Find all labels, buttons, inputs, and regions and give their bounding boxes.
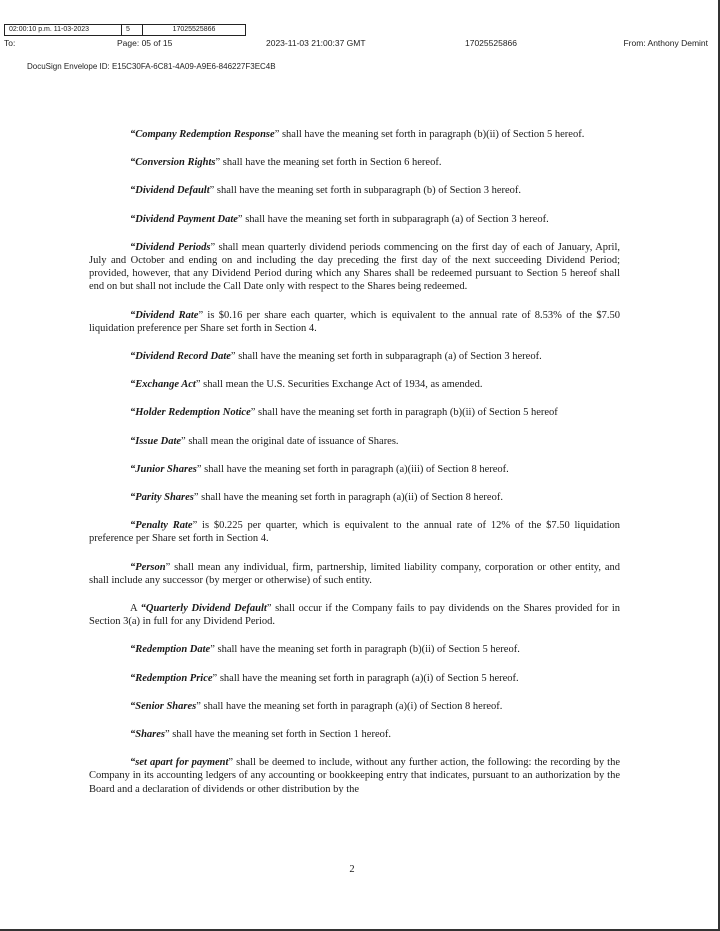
- definition-text: ” shall have the meaning set forth in paragraph (a)(i) of Section 5 hereof.: [212, 672, 519, 684]
- definition-paragraph: [89, 463, 620, 476]
- definitions-body: [89, 128, 620, 811]
- defined-term: “Dividend Record Date: [130, 351, 231, 363]
- definition-paragraph: [89, 519, 620, 545]
- definition-paragraph: [89, 491, 620, 504]
- docusign-envelope-id: DocuSign Envelope ID: E15C30FA-6C81-4A09-A9E6-846227F3EC4B: [27, 62, 276, 71]
- fax-from: From: Anthony Demint: [623, 38, 708, 48]
- fax-to: To:: [4, 38, 16, 48]
- definition-paragraph: [89, 643, 620, 656]
- definition-paragraph: [89, 213, 620, 226]
- definition-text: ” shall have the meaning set forth in paragraph (b)(ii) of Section 5 hereof.: [210, 644, 520, 656]
- definition-text: ” is $0.225 per quarter, which is equivalent to the annual rate of 12% of the $7.50 liquidation preference per Share set forth in Section 4.: [89, 520, 621, 545]
- definition-paragraph: [89, 406, 620, 419]
- definition-paragraph: [89, 309, 620, 335]
- defined-term: “Person: [130, 561, 166, 573]
- fax-page-info: Page: 05 of 15: [117, 38, 173, 48]
- definition-text: ” shall mean the original date of issuance of Shares.: [181, 435, 399, 447]
- defined-term: “Senior Shares: [130, 700, 197, 712]
- defined-term: “Dividend Payment Date: [130, 213, 238, 225]
- defined-term: “Exchange Act: [130, 379, 196, 391]
- definition-paragraph: [89, 700, 620, 713]
- definition-paragraph: [89, 350, 620, 363]
- definition-text: ” shall have the meaning set forth in paragraph (a)(iii) of Section 8 hereof.: [196, 463, 509, 475]
- definition-text: ” shall have the meaning set forth in paragraph (b)(ii) of Section 5 hereof: [250, 407, 558, 419]
- definition-text: ” shall be deemed to include, without any further action, the following: the recording by the Company in its accounting ledgers of any accounting or bookkeeping entry that indicates, pursuant to an authorization by the Board and a declaration of dividends or other distribution by the: [89, 757, 620, 795]
- fax-header-line: [4, 38, 708, 50]
- defined-term: “Dividend Default: [130, 185, 210, 197]
- fax-header-box: [4, 24, 246, 36]
- defined-term: “Junior Shares: [130, 463, 197, 475]
- definition-text: ” shall have the meaning set forth in subparagraph (a) of Section 3 hereof.: [237, 213, 549, 225]
- defined-term: “Redemption Price: [130, 672, 213, 684]
- definition-text: ” shall mean the U.S. Securities Exchange Act of 1934, as amended.: [195, 379, 483, 391]
- definition-text: ” shall have the meaning set forth in paragraph (b)(ii) of Section 5 hereof.: [274, 129, 585, 140]
- defined-term: “Dividend Periods: [130, 241, 211, 253]
- definition-paragraph: [89, 672, 620, 685]
- defined-term: “Company Redemption Response: [130, 129, 275, 140]
- defined-term: “Issue Date: [130, 435, 182, 447]
- definition-paragraph: [89, 435, 620, 448]
- definition-text: ” shall mean quarterly dividend periods commencing on the first day of each of January, April, July and October and ending on and including the day preceding the first day of the next succeeding Dividend Period; provided, however, that any Dividend Period during which any Shares shall be redeemed pursuant to Section 5 hereof shall end on but shall not include the Call Date only with respect to the Shares being redeemed.: [89, 241, 620, 293]
- defined-term: “Dividend Rate: [130, 309, 199, 321]
- definition-paragraph: [89, 241, 620, 294]
- fax-datetime: 02:00:10 p.m. 11-03-2023: [5, 25, 122, 35]
- definition-text: ” shall mean any individual, firm, partnership, limited liability company, corporation or other entity, and shall include any successor (by merger or otherwise) of such entity.: [89, 561, 620, 586]
- defined-term: “Quarterly Dividend Default: [140, 603, 267, 615]
- defined-term: “Conversion Rights: [130, 157, 216, 169]
- defined-term: “Redemption Date: [130, 644, 211, 656]
- defined-term: “Shares: [130, 729, 166, 741]
- defined-term: “Holder Redemption Notice: [130, 407, 251, 419]
- defined-term: “set apart for payment: [130, 757, 229, 769]
- defined-term: “Parity Shares: [130, 492, 194, 504]
- fax-timestamp: 2023-11-03 21:00:37 GMT: [266, 38, 366, 48]
- definition-text: ” shall have the meaning set forth in Section 1 hereof.: [165, 729, 391, 741]
- definition-paragraph: [89, 728, 620, 741]
- definition-text: ” shall occur if the Company fails to pay dividends on the Shares provided for in Section 3(a) in full for any Dividend Period.: [89, 603, 620, 628]
- fax-number: 17025525866: [465, 38, 518, 48]
- definition-text: ” shall have the meaning set forth in Section 6 hereof.: [215, 157, 442, 169]
- definition-paragraph: [89, 602, 620, 628]
- fax-number-box: 17025525866: [172, 26, 216, 33]
- definition-paragraph: [89, 378, 620, 391]
- definition-text: ” shall have the meaning set forth in paragraph (a)(i) of Section 8 hereof.: [196, 700, 503, 712]
- definition-prefix: A: [130, 603, 141, 615]
- definition-paragraph: [89, 156, 620, 169]
- fax-page-box: 5: [122, 25, 143, 35]
- definition-paragraph: [89, 756, 620, 796]
- definition-paragraph: [89, 561, 620, 587]
- definition-text: ” shall have the meaning set forth in subparagraph (b) of Section 3 hereof.: [209, 185, 522, 197]
- definition-paragraph: [89, 184, 620, 197]
- definition-paragraph: [89, 128, 620, 141]
- defined-term: “Penalty Rate: [130, 520, 193, 532]
- definition-text: ” shall have the meaning set forth in subparagraph (a) of Section 3 hereof.: [230, 351, 542, 363]
- definition-text: ” shall have the meaning set forth in paragraph (a)(ii) of Section 8 hereof.: [193, 492, 503, 504]
- definition-text: ” is $0.16 per share each quarter, which is equivalent to the annual rate of 8.53% of the $7.50 liquidation preference per Share set forth in Section 4.: [89, 309, 620, 334]
- page-number: 2: [349, 864, 355, 875]
